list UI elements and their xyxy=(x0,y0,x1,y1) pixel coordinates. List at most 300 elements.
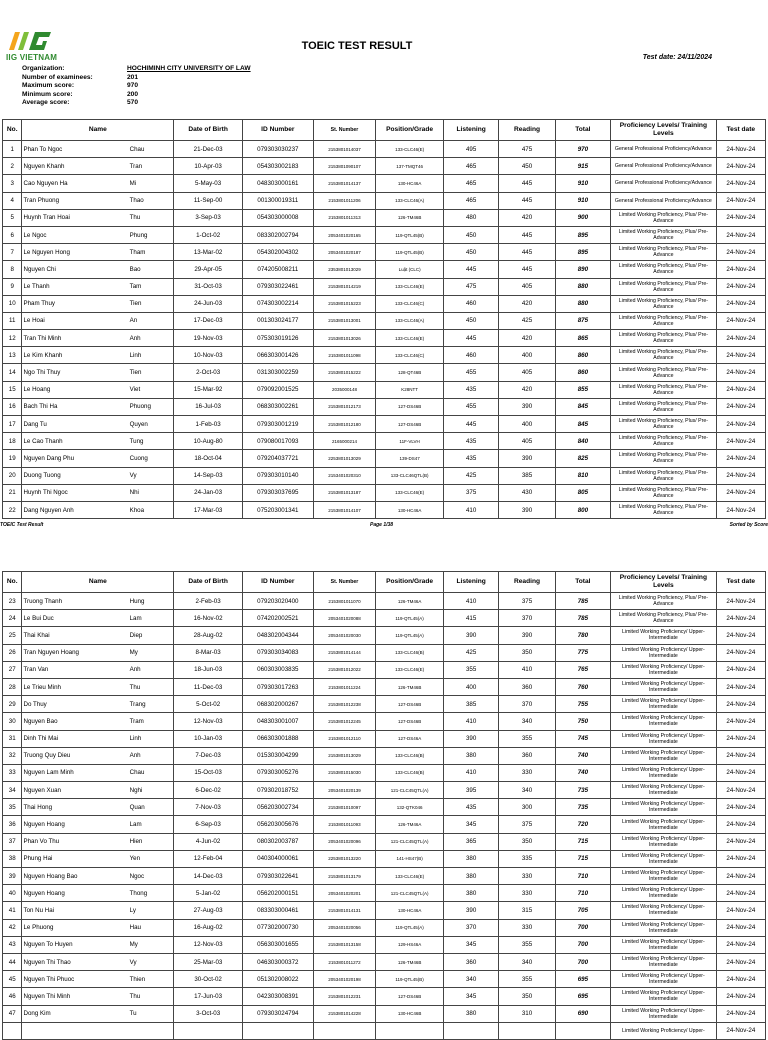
id-number: 079080017093 xyxy=(242,433,313,450)
reading-score: 420 xyxy=(499,295,555,312)
listening-score: 380 xyxy=(443,850,498,867)
total-score: 855 xyxy=(555,381,610,398)
first-name: Thien xyxy=(128,971,174,988)
position-grade: 126-TM46A xyxy=(376,593,444,610)
id-number: 079303005276 xyxy=(242,764,313,781)
test-date: 24-Nov-24 xyxy=(716,1022,765,1039)
last-name: Dang Tu xyxy=(22,416,128,433)
reading-score: 330 xyxy=(499,919,555,936)
date-of-birth: 12-Feb-04 xyxy=(174,850,243,867)
max-score-label: Maximum score: xyxy=(22,82,75,90)
last-name xyxy=(22,1022,128,1039)
first-name: Thong xyxy=(128,885,174,902)
student-number: 2153801011098 xyxy=(313,347,376,364)
position-grade: 119-QTL45(A) xyxy=(376,610,444,627)
reading-score: 355 xyxy=(499,971,555,988)
student-number: 2053401020088 xyxy=(313,610,376,627)
student-number: 2153801011093 xyxy=(313,816,376,833)
id-number: 079303037695 xyxy=(242,484,313,501)
position-grade: 129-HS46A xyxy=(376,936,444,953)
total-score: 840 xyxy=(555,433,610,450)
test-date: 24-Nov-24 xyxy=(716,433,765,450)
first-name: Anh xyxy=(128,330,174,347)
proficiency-level: Limited Working Proficiency, Plus/ Pre-Advance xyxy=(611,381,717,398)
date-of-birth: 2-Oct-03 xyxy=(174,364,243,381)
last-name: Dinh Thi Mai xyxy=(22,730,128,747)
date-of-birth: 31-Oct-03 xyxy=(174,278,243,295)
proficiency-level: Limited Working Proficiency/ Upper-Intermediate xyxy=(611,833,717,850)
position-grade: 119-QTL45(B) xyxy=(376,971,444,988)
id-number: 079204037721 xyxy=(242,450,313,467)
date-of-birth: 11-Dec-03 xyxy=(174,678,243,695)
test-date: 24-Nov-24 xyxy=(716,381,765,398)
first-name: My xyxy=(128,644,174,661)
proficiency-level: Limited Working Proficiency, Plus/ Pre-Advance xyxy=(611,209,717,226)
total-score: 915 xyxy=(555,158,610,175)
position-grade: 133-CLC46(B) xyxy=(376,764,444,781)
student-number: 2153801010097 xyxy=(313,799,376,816)
row-no: 46 xyxy=(3,988,22,1005)
total-score: 810 xyxy=(555,467,610,484)
date-of-birth: 16-Jul-03 xyxy=(174,398,243,415)
reading-score: 405 xyxy=(499,364,555,381)
last-name: Le Cao Thanh xyxy=(22,433,128,450)
test-date: 24-Nov-24 xyxy=(716,627,765,644)
proficiency-level: Limited Working Proficiency/ Upper-Intermediate xyxy=(611,747,717,764)
reading-score: 445 xyxy=(499,244,555,261)
row-no: 34 xyxy=(3,782,22,799)
student-number: 2153801011313 xyxy=(313,209,376,226)
student-number: 2053401020096 xyxy=(313,833,376,850)
student-number: 2153801014037 xyxy=(313,141,376,158)
listening-score: 445 xyxy=(443,416,498,433)
student-number xyxy=(313,1022,376,1039)
listening-score: 345 xyxy=(443,988,498,1005)
total-score: 880 xyxy=(555,278,610,295)
reading-score: 430 xyxy=(499,484,555,501)
student-number: 2153801013001 xyxy=(313,312,376,329)
position-grade: 133-CLC46(E) xyxy=(376,278,444,295)
total-score: 910 xyxy=(555,175,610,192)
student-number: 2153801012110 xyxy=(313,730,376,747)
listening-score: 425 xyxy=(443,644,498,661)
date-of-birth: 30-Oct-02 xyxy=(174,971,243,988)
reading-score: 400 xyxy=(499,347,555,364)
row-no: 39 xyxy=(3,868,22,885)
table-row xyxy=(3,678,766,695)
reading-score: 390 xyxy=(499,398,555,415)
student-number: 2053401020030 xyxy=(313,627,376,644)
reading-score: 315 xyxy=(499,902,555,919)
date-of-birth xyxy=(174,1022,243,1039)
total-score: 845 xyxy=(555,416,610,433)
listening-score: 360 xyxy=(443,953,498,970)
first-name: Quan xyxy=(128,799,174,816)
first-name: Viet xyxy=(128,381,174,398)
proficiency-level: Limited Working Proficiency/ Upper-Intermediate xyxy=(611,678,717,695)
test-date: 24-Nov-24 xyxy=(716,696,765,713)
reading-score: 445 xyxy=(499,192,555,209)
last-name: Duong Tuong xyxy=(22,467,128,484)
last-name: Le Trieu Minh xyxy=(22,678,128,695)
last-name: Nguyen Chi xyxy=(22,261,128,278)
position-grade: 139-DS47 xyxy=(376,450,444,467)
col-reading: Reading xyxy=(499,120,555,141)
reading-score: 450 xyxy=(499,158,555,175)
date-of-birth: 12-Nov-03 xyxy=(174,713,243,730)
last-name: Tran Phuong xyxy=(22,192,128,209)
listening-score xyxy=(443,1022,498,1039)
id-number: 079303034083 xyxy=(242,644,313,661)
total-score: 700 xyxy=(555,919,610,936)
row-no: 26 xyxy=(3,644,22,661)
first-name: Ly xyxy=(128,902,174,919)
listening-score: 380 xyxy=(443,747,498,764)
first-name: Phuong xyxy=(128,398,174,415)
reading-score: 330 xyxy=(499,868,555,885)
date-of-birth: 17-Dec-03 xyxy=(174,312,243,329)
reading-score: 330 xyxy=(499,885,555,902)
listening-score: 475 xyxy=(443,278,498,295)
last-name: Phan Vo Thu xyxy=(22,833,128,850)
date-of-birth: 24-Jun-03 xyxy=(174,295,243,312)
row-no: 20 xyxy=(3,467,22,484)
first-name: Thu xyxy=(128,209,174,226)
table-row xyxy=(3,484,766,501)
reading-score: 475 xyxy=(499,141,555,158)
student-number: 2153801012173 xyxy=(313,398,376,415)
first-name: Ngoc xyxy=(128,868,174,885)
first-name xyxy=(128,1022,174,1039)
position-grade: 121-CLC45QTL(A) xyxy=(376,782,444,799)
listening-score: 370 xyxy=(443,919,498,936)
proficiency-level: Limited Working Proficiency, Plus/ Pre-Advance xyxy=(611,364,717,381)
listening-score: 465 xyxy=(443,175,498,192)
last-name: Nguyen Lam Minh xyxy=(22,764,128,781)
proficiency-level: Limited Working Proficiency, Plus/ Pre-Advance xyxy=(611,593,717,610)
id-number: 083302002794 xyxy=(242,226,313,243)
first-name: Tam xyxy=(128,278,174,295)
last-name: Thai Hong xyxy=(22,799,128,816)
student-number: 2153801011272 xyxy=(313,953,376,970)
results-table-page-1 xyxy=(2,119,766,519)
id-number: 015303004299 xyxy=(242,747,313,764)
col-name: Name xyxy=(22,572,174,593)
position-grade: 127-DS46B xyxy=(376,988,444,1005)
position-grade: 130-HC46B xyxy=(376,1005,444,1022)
listening-score: 410 xyxy=(443,501,498,518)
total-score: 805 xyxy=(555,484,610,501)
first-name: Cuong xyxy=(128,450,174,467)
test-date: 24-Nov-24 xyxy=(716,919,765,936)
proficiency-level: Limited Working Proficiency/ Upper-Intermediate xyxy=(611,730,717,747)
first-name: Tu xyxy=(128,1005,174,1022)
position-grade: 127-DS46A xyxy=(376,730,444,747)
reading-score: 350 xyxy=(499,833,555,850)
table-row xyxy=(3,936,766,953)
last-name: Nguyen Hoang Bao xyxy=(22,868,128,885)
total-score: 740 xyxy=(555,764,610,781)
id-number: 068302000267 xyxy=(242,696,313,713)
listening-score: 410 xyxy=(443,713,498,730)
reading-score: 330 xyxy=(499,764,555,781)
id-number: 001303024177 xyxy=(242,312,313,329)
max-score-value: 970 xyxy=(127,82,139,90)
proficiency-level: Limited Working Proficiency/ Upper-Intermediate xyxy=(611,799,717,816)
id-number: 048303000161 xyxy=(242,175,313,192)
date-of-birth: 6-Dec-02 xyxy=(174,782,243,799)
date-of-birth: 1-Feb-03 xyxy=(174,416,243,433)
last-name: Le Phuong xyxy=(22,919,128,936)
last-name: Phung Hai xyxy=(22,850,128,867)
test-date: 24-Nov-24 xyxy=(716,713,765,730)
date-of-birth: 5-May-03 xyxy=(174,175,243,192)
test-date: 24-Nov-24 xyxy=(716,450,765,467)
reading-score: 420 xyxy=(499,381,555,398)
position-grade: 133-CLC46(B) xyxy=(376,747,444,764)
table-row xyxy=(3,330,766,347)
test-date: 24-Nov-24 xyxy=(716,764,765,781)
first-name: Tram xyxy=(128,713,174,730)
test-date: 24-Nov-24 xyxy=(716,295,765,312)
total-score: 715 xyxy=(555,833,610,850)
listening-score: 495 xyxy=(443,141,498,158)
student-number: 2153401020310 xyxy=(313,467,376,484)
first-name: Tung xyxy=(128,433,174,450)
total-score: 700 xyxy=(555,953,610,970)
proficiency-level: Limited Working Proficiency, Plus/ Pre-Advance xyxy=(611,450,717,467)
id-number: 074205008211 xyxy=(242,261,313,278)
col-dob: Date of Birth xyxy=(174,572,243,593)
listening-score: 435 xyxy=(443,799,498,816)
last-name: Phan To Ngoc xyxy=(22,141,128,158)
first-name: Lam xyxy=(128,610,174,627)
student-number: 2253801013220 xyxy=(313,850,376,867)
col-no: No. xyxy=(3,572,22,593)
id-number: 079303022461 xyxy=(242,278,313,295)
id-number: 077302000730 xyxy=(242,919,313,936)
last-name: Dang Nguyen Anh xyxy=(22,501,128,518)
listening-score: 465 xyxy=(443,192,498,209)
table-row xyxy=(3,398,766,415)
position-grade: 133-CLC46(E) xyxy=(376,330,444,347)
student-number: 2053401020198 xyxy=(313,971,376,988)
position-grade: 128-QT46B xyxy=(376,364,444,381)
listening-score: 415 xyxy=(443,610,498,627)
first-name: Tien xyxy=(128,364,174,381)
proficiency-level: General Professional Proficiency/Advance xyxy=(611,141,717,158)
test-date: 24-Nov-24 xyxy=(716,175,765,192)
id-number xyxy=(242,1022,313,1039)
date-of-birth: 7-Dec-03 xyxy=(174,747,243,764)
id-number: 079303022641 xyxy=(242,868,313,885)
reading-score: 360 xyxy=(499,747,555,764)
position-grade: 127-DS46B xyxy=(376,416,444,433)
last-name: Le Hoang xyxy=(22,381,128,398)
first-name: Bao xyxy=(128,261,174,278)
id-number: 060303003835 xyxy=(242,661,313,678)
listening-score: 455 xyxy=(443,364,498,381)
row-no: 9 xyxy=(3,278,22,295)
date-of-birth: 16-Nov-02 xyxy=(174,610,243,627)
total-score xyxy=(555,1022,610,1039)
reading-score: 400 xyxy=(499,416,555,433)
position-grade: 137-TMQT46 xyxy=(376,158,444,175)
student-number: 2153801015222 xyxy=(313,364,376,381)
reading-score: 445 xyxy=(499,226,555,243)
listening-score: 435 xyxy=(443,450,498,467)
listening-score: 460 xyxy=(443,347,498,364)
test-date: 24-Nov-24 xyxy=(716,833,765,850)
date-of-birth: 12-Nov-03 xyxy=(174,936,243,953)
student-number: 2153801011224 xyxy=(313,678,376,695)
student-number: 2153801015223 xyxy=(313,295,376,312)
test-date: 24-Nov-24 xyxy=(716,936,765,953)
position-grade: 133-CLC46(B) xyxy=(376,644,444,661)
min-score-value: 200 xyxy=(127,90,139,98)
position-grade: 119-QTL45(B) xyxy=(376,226,444,243)
proficiency-level: Limited Working Proficiency, Plus/ Pre-Advance xyxy=(611,261,717,278)
last-name: Ton Nu Hai xyxy=(22,902,128,919)
organization-value: HOCHIMINH CITY UNIVERSITY OF LAW xyxy=(127,65,251,72)
position-grade: 126-TM46A xyxy=(376,816,444,833)
id-number: 031303002259 xyxy=(242,364,313,381)
first-name: Yen xyxy=(128,850,174,867)
date-of-birth: 4-Jun-02 xyxy=(174,833,243,850)
last-name: Nguyen Khanh xyxy=(22,158,128,175)
first-name: Anh xyxy=(128,661,174,678)
listening-score: 380 xyxy=(443,885,498,902)
id-number: 079303010140 xyxy=(242,467,313,484)
row-no: 31 xyxy=(3,730,22,747)
table-row xyxy=(3,833,766,850)
reading-score: 360 xyxy=(499,678,555,695)
row-no: 47 xyxy=(3,1005,22,1022)
total-score: 860 xyxy=(555,347,610,364)
table-row xyxy=(3,158,766,175)
row-no: 10 xyxy=(3,295,22,312)
first-name: Linh xyxy=(128,347,174,364)
total-score: 750 xyxy=(555,713,610,730)
id-number: 075303019126 xyxy=(242,330,313,347)
total-score: 735 xyxy=(555,799,610,816)
reading-score: 355 xyxy=(499,936,555,953)
id-number: 079303001219 xyxy=(242,416,313,433)
position-grade: 127-DS46B xyxy=(376,398,444,415)
id-number: 079303030237 xyxy=(242,141,313,158)
test-date: 24-Nov-24 xyxy=(716,158,765,175)
id-number: 079303017263 xyxy=(242,678,313,695)
date-of-birth: 17-Jun-03 xyxy=(174,988,243,1005)
date-of-birth: 3-Sep-03 xyxy=(174,209,243,226)
row-no: 13 xyxy=(3,347,22,364)
last-name: Nguyen Dang Phu xyxy=(22,450,128,467)
row-no: 35 xyxy=(3,799,22,816)
proficiency-level: Limited Working Proficiency/ Upper- xyxy=(611,1022,717,1039)
date-of-birth: 29-Apr-05 xyxy=(174,261,243,278)
position-grade: 126-TM46B xyxy=(376,209,444,226)
last-name: Tran Van xyxy=(22,661,128,678)
id-number: 083303000461 xyxy=(242,902,313,919)
row-no: 22 xyxy=(3,501,22,518)
proficiency-level: Limited Working Proficiency/ Upper-Intermediate xyxy=(611,953,717,970)
position-grade: 126-TM46B xyxy=(376,953,444,970)
proficiency-level: Limited Working Proficiency, Plus/ Pre-Advance xyxy=(611,226,717,243)
id-number: 080302003787 xyxy=(242,833,313,850)
total-score: 865 xyxy=(555,330,610,347)
id-number: 068303002261 xyxy=(242,398,313,415)
reading-score: 350 xyxy=(499,988,555,1005)
table-row xyxy=(3,971,766,988)
first-name: Tham xyxy=(128,244,174,261)
first-name: Quyen xyxy=(128,416,174,433)
first-name: An xyxy=(128,312,174,329)
last-name: Nguyen Bao xyxy=(22,713,128,730)
footer-right: Sorted by Score xyxy=(729,522,768,528)
row-no: 36 xyxy=(3,816,22,833)
first-name: Hau xyxy=(128,919,174,936)
total-score: 800 xyxy=(555,501,610,518)
reading-score: 425 xyxy=(499,312,555,329)
id-number: 056303001655 xyxy=(242,936,313,953)
id-number: 075203001341 xyxy=(242,501,313,518)
first-name: My xyxy=(128,936,174,953)
test-date: 24-Nov-24 xyxy=(716,799,765,816)
table-row xyxy=(3,141,766,158)
first-name: Diep xyxy=(128,627,174,644)
student-number: 2153801012180 xyxy=(313,416,376,433)
test-date: 24-Nov-24 xyxy=(716,209,765,226)
table-row xyxy=(3,244,766,261)
student-number: 2153801011070 xyxy=(313,593,376,610)
last-name: Do Thuy xyxy=(22,696,128,713)
proficiency-level: General Professional Proficiency/Advance xyxy=(611,158,717,175)
proficiency-level: Limited Working Proficiency/ Upper-Intermediate xyxy=(611,713,717,730)
proficiency-level: Limited Working Proficiency/ Upper-Intermediate xyxy=(611,661,717,678)
position-grade: 133-CLC46(A) xyxy=(376,192,444,209)
student-number: 2165000214 xyxy=(313,433,376,450)
date-of-birth: 14-Sep-03 xyxy=(174,467,243,484)
date-of-birth: 19-Nov-03 xyxy=(174,330,243,347)
reading-score: 370 xyxy=(499,610,555,627)
first-name: Anh xyxy=(128,747,174,764)
table-row xyxy=(3,764,766,781)
table-row xyxy=(3,868,766,885)
id-number: 054302004302 xyxy=(242,244,313,261)
date-of-birth: 10-Apr-03 xyxy=(174,158,243,175)
table-row xyxy=(3,433,766,450)
student-number: 2153801014144 xyxy=(313,644,376,661)
first-name: Thu xyxy=(128,678,174,695)
position-grade: 133-CLC46QTL(B) xyxy=(376,467,444,484)
table-row xyxy=(3,747,766,764)
position-grade: 130-HC46A xyxy=(376,902,444,919)
proficiency-level: Limited Working Proficiency, Plus/ Pre-Advance xyxy=(611,347,717,364)
total-score: 700 xyxy=(555,936,610,953)
listening-score: 400 xyxy=(443,678,498,695)
position-grade: 121-CLC45QTL(A) xyxy=(376,833,444,850)
reading-score: 385 xyxy=(499,467,555,484)
table-row xyxy=(3,593,766,610)
id-number: 074303002214 xyxy=(242,295,313,312)
row-no: 17 xyxy=(3,416,22,433)
listening-score: 390 xyxy=(443,730,498,747)
listening-score: 380 xyxy=(443,868,498,885)
student-number: 2153801014228 xyxy=(313,1005,376,1022)
row-no: 16 xyxy=(3,398,22,415)
row-no: 41 xyxy=(3,902,22,919)
position-grade: 133-CLC46(E) xyxy=(376,868,444,885)
